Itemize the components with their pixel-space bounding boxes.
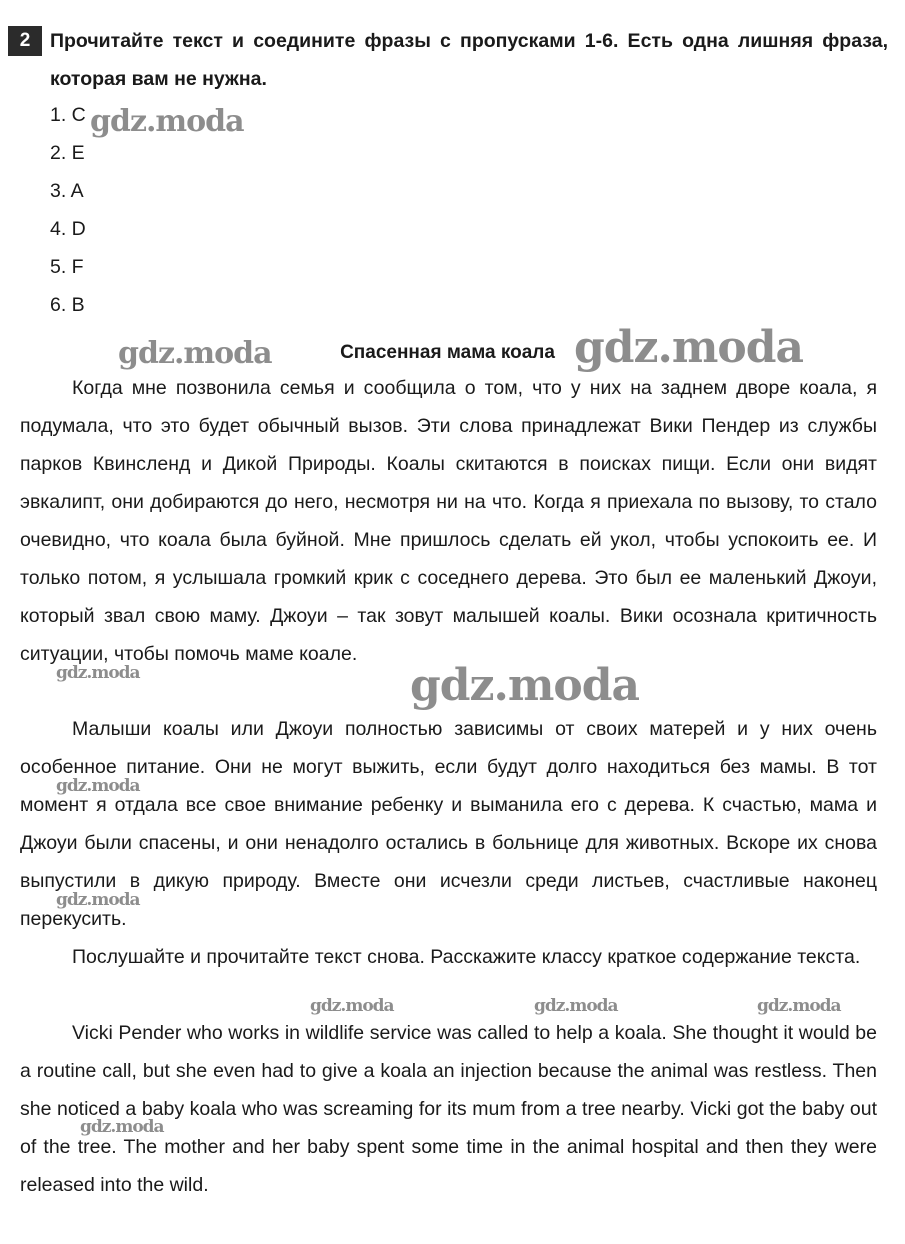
watermark: gdz.moda xyxy=(574,322,804,373)
english-summary: Vicki Pender who works in wildlife service was called to help a koala. She thought it would be a routine call, but she even had to give a koala an injection because the animal was restless. Then she noticed a baby koala who was screaming for its mum from a tree nearby. Vicki got the baby out of the tree. The mother and her baby spent some time in the animal hospital and then they were released into the wild. xyxy=(20,1022,877,1196)
task-header xyxy=(8,26,888,98)
retell-instruction: Послушайте и прочитайте текст снова. Расскажите классу краткое содержание текста. xyxy=(72,946,861,968)
story-paragraph-1: Когда мне позвонила семья и сообщила о том, что у них на заднем дворе коала, я подумала, что это будет обычный вызов. Эти слова принадлежат Вики Пендер из службы парков Квинсленд и Дикой Природы. Коалы скитаются в поисках пищи. Если они видят эвкалипт, они добираются до него, несмотря ни на что. Когда я приехала по вызову, то стало очевидно, что коала была буйной. Мне пришлось сделать ей укол, чтобы успокоить ее. И только потом, я услышала громкий крик с соседнего дерева. Это был ее маленький Джоуи, который звал свою маму. Джоуи – так зовут малышей коалы. Вики осознала критичность ситуации, чтобы помочь маме коале. xyxy=(20,377,877,665)
task-number-badge: 2 xyxy=(8,26,42,56)
watermark: gdz.moda xyxy=(56,663,140,683)
answer-item: 5. F xyxy=(50,256,84,278)
watermark: gdz.moda xyxy=(310,996,394,1016)
answer-item: 6. B xyxy=(50,294,85,316)
watermark: gdz.moda xyxy=(410,660,640,711)
answer-item: 3. A xyxy=(50,180,84,202)
watermark: gdz.moda xyxy=(90,104,244,139)
answer-item: 4. D xyxy=(50,218,86,240)
story-title: Спасенная мама коала xyxy=(340,342,555,363)
answers-list xyxy=(50,96,86,324)
watermark: gdz.moda xyxy=(56,890,140,910)
watermark: gdz.moda xyxy=(56,776,140,796)
answer-item: 2. E xyxy=(50,142,85,164)
task-instruction: Прочитайте текст и соедините фразы с пропусками 1-6. Есть одна лишняя фраза, которая вам не нужна. xyxy=(50,30,888,90)
story-title-row xyxy=(0,334,905,372)
watermark: gdz.moda xyxy=(757,996,841,1016)
watermark: gdz.moda xyxy=(118,336,272,371)
answer-item: 1. C xyxy=(50,104,86,126)
story-paragraph-2: Малыши коалы или Джоуи полностью зависимы от своих матерей и у них очень особенное питание. Они не могут выжить, если будут долго находиться без мамы. В тот момент я отдала все свое внимание ребенку и выманила его с дерева. К счастью, мама и Джоуи были спасены, и они ненадолго остались в больнице для животных. Вскоре их снова выпустили в дикую природу. Вместе они исчезли среди листьев, счастливые наконец перекусить. xyxy=(20,718,877,930)
watermark: gdz.moda xyxy=(80,1117,164,1137)
watermark: gdz.moda xyxy=(534,996,618,1016)
